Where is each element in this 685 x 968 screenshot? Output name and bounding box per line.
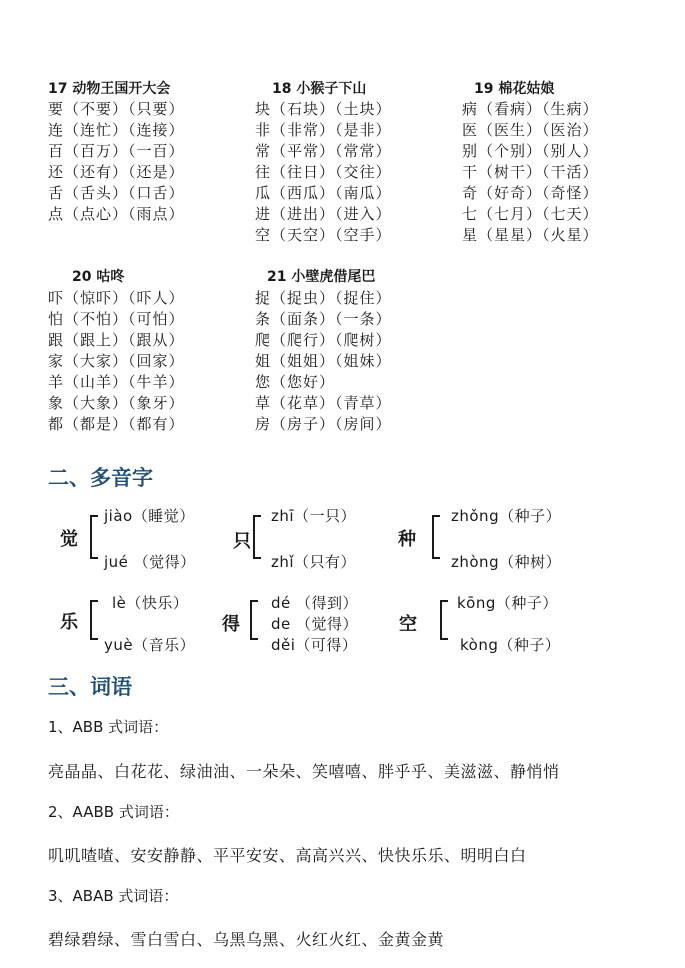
vocab-line: 往（往日）（交往） — [255, 163, 392, 181]
word-list: 亮晶晶、白花花、绿油油、一朵朵、笑嘻嘻、胖乎乎、美滋滋、静悄悄 — [48, 762, 560, 781]
reading: zhī（一只） — [271, 507, 357, 525]
vocab-line: 块（石块）（土块） — [255, 100, 392, 118]
bracket-top — [90, 600, 98, 620]
vocab-line: 家（大家）（回家） — [48, 352, 185, 370]
bracket-top — [253, 515, 261, 537]
vocab-line: 进（进出）（进入） — [255, 205, 392, 223]
section-title-polyphones: 二、多音字 — [48, 466, 153, 490]
vocab-line: 跟（跟上）（跟从） — [48, 331, 185, 349]
vocab-line: 医（医生）（医治） — [462, 121, 599, 139]
bracket-bottom — [90, 537, 98, 559]
word-type-label: 1、ABB 式词语： — [48, 718, 169, 736]
reading: zhǐ（只有） — [271, 553, 357, 571]
reading: lè（快乐） — [112, 594, 189, 612]
vocab-line: 姐（姐姐）（姐妹） — [255, 352, 392, 370]
bracket-top — [90, 515, 98, 537]
reading: de （觉得） — [271, 615, 359, 633]
vocab-line: 您（您好） — [255, 373, 336, 391]
vocab-line: 都（都是）（都有） — [48, 415, 185, 433]
vocab-line: 连（连忙）（连接） — [48, 121, 185, 139]
vocab-line: 还（还有）（还是） — [48, 163, 185, 181]
word-list: 叽叽喳喳、安安静静、平平安安、高高兴兴、快快乐乐、明明白白 — [48, 846, 527, 865]
polyphone-char: 空 — [399, 614, 417, 635]
vocab-line: 别（个别）（别人） — [462, 142, 599, 160]
reading: jué （觉得） — [104, 553, 196, 571]
bracket-top — [250, 600, 258, 620]
reading: kòng（种子） — [460, 636, 561, 654]
reading: zhòng（种树） — [451, 553, 562, 571]
vocab-line: 象（大象）（象牙） — [48, 394, 185, 412]
bracket-top — [432, 515, 440, 537]
bracket-bottom — [90, 620, 98, 640]
word-type-label: 3、ABAB 式词语： — [48, 887, 179, 905]
lesson-title: 17 动物王国开大会 — [48, 81, 171, 97]
word-list: 碧绿碧绿、雪白雪白、乌黑乌黑、火红火红、金黄金黄 — [48, 930, 445, 949]
vocab-line: 空（天空）（空手） — [255, 226, 392, 244]
word-type-label: 2、AABB 式词语： — [48, 803, 179, 821]
vocab-line: 病（看病）（生病） — [462, 100, 599, 118]
vocab-line: 点（点心）（雨点） — [48, 205, 185, 223]
lesson-title: 18 小猴子下山 — [272, 81, 367, 97]
vocab-line: 羊（山羊）（牛羊） — [48, 373, 185, 391]
lesson-title: 21 小壁虎借尾巴 — [267, 269, 376, 285]
vocab-line: 房（房子）（房间） — [255, 415, 392, 433]
vocab-line: 常（平常）（常常） — [255, 142, 392, 160]
vocab-line: 怕（不怕）（可怕） — [48, 310, 185, 328]
vocab-line: 条（面条）（一条） — [255, 310, 392, 328]
vocab-line: 星（星星）（火星） — [462, 226, 599, 244]
reading: děi（可得） — [271, 636, 358, 654]
bracket-bottom — [440, 620, 448, 640]
vocab-line: 舌（舌头）（口舌） — [48, 184, 185, 202]
polyphone-char: 乐 — [60, 612, 78, 633]
reading: yuè（音乐） — [104, 636, 196, 654]
polyphone-char: 种 — [398, 529, 416, 550]
vocab-line: 百（百万）（一百） — [48, 142, 185, 160]
reading: dé （得到） — [271, 594, 359, 612]
vocab-line: 干（树干）（干活） — [462, 163, 599, 181]
bracket-bottom — [253, 537, 261, 559]
lesson-title: 19 棉花姑娘 — [474, 81, 555, 97]
section-title-words: 三、词语 — [48, 675, 132, 699]
reading: zhǒng（种子） — [451, 507, 562, 525]
reading: kōng（种子） — [457, 594, 558, 612]
vocab-line: 奇（好奇）（奇怪） — [462, 184, 599, 202]
bracket-bottom — [250, 620, 258, 640]
bracket-bottom — [432, 537, 440, 559]
bracket-top — [440, 600, 448, 620]
vocab-line: 捉（捉虫）（捉住） — [255, 289, 392, 307]
lesson-title: 20 咕咚 — [72, 269, 125, 285]
vocab-line: 要（不要）（只要） — [48, 100, 185, 118]
polyphone-char: 得 — [222, 614, 240, 635]
vocab-line: 瓜（西瓜）（南瓜） — [255, 184, 392, 202]
polyphone-char: 觉 — [60, 529, 78, 550]
reading: jiào（睡觉） — [104, 507, 195, 525]
vocab-line: 吓（惊吓）（吓人） — [48, 289, 185, 307]
vocab-line: 七（七月）（七天） — [462, 205, 599, 223]
vocab-line: 非（非常）（是非） — [255, 121, 392, 139]
vocab-line: 爬（爬行）（爬树） — [255, 331, 392, 349]
vocab-line: 草（花草）（青草） — [255, 394, 392, 412]
polyphone-char: 只 — [233, 531, 251, 552]
